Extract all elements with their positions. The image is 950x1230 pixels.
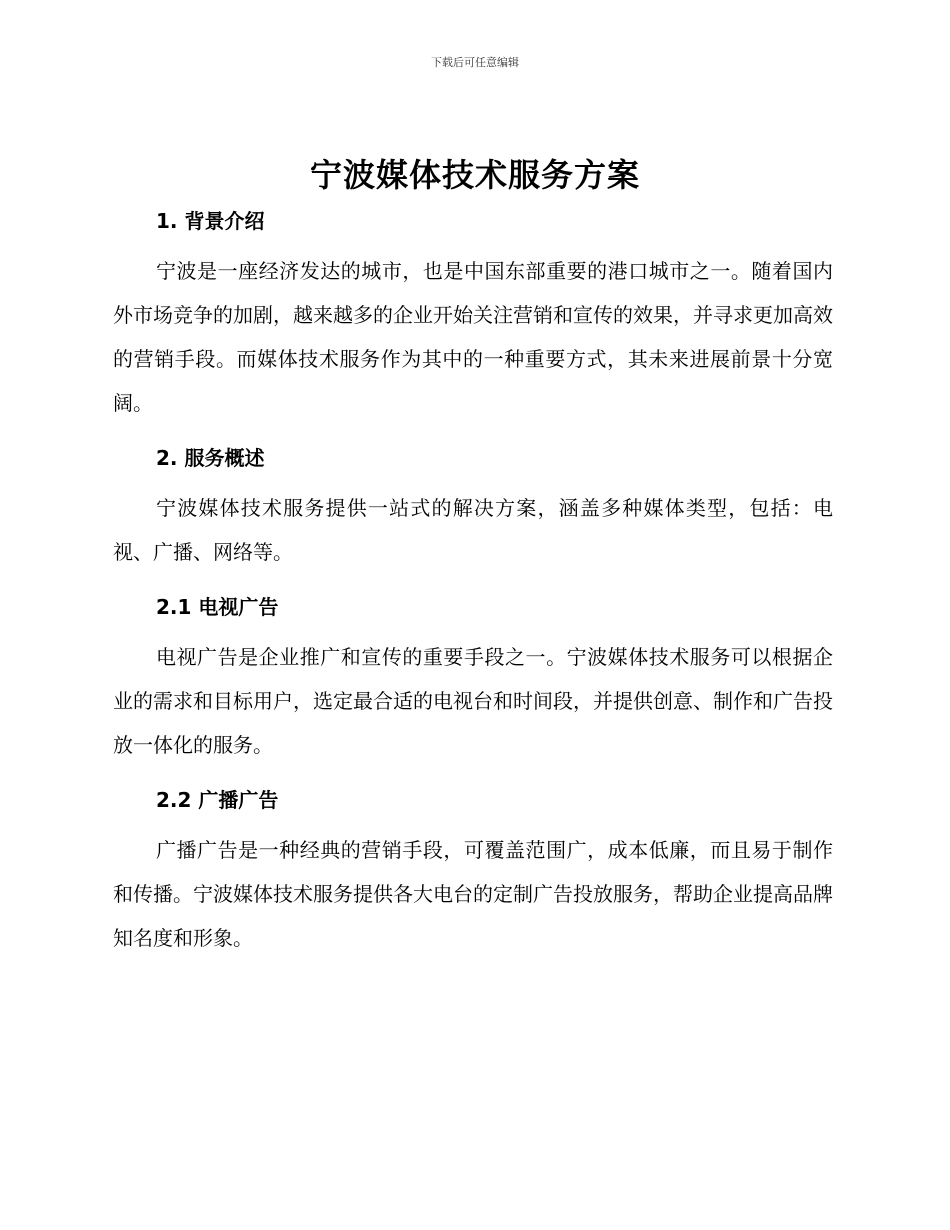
section-heading-service-overview: 2. 服务概述 <box>156 446 265 470</box>
section-paragraph-tv-ads: 电视广告是企业推广和宣传的重要手段之一。宁波媒体技术服务可以根据企业的需求和目标用户，选定最合适的电视台和时间段，并提供创意、制作和广告投放一体化的服务。 <box>113 645 833 757</box>
document-title: 宁波媒体技术服务方案 <box>309 156 640 194</box>
header-note: 下载后可任意编辑 <box>431 56 519 69</box>
section-heading-tv-ads: 2.1 电视广告 <box>156 595 279 619</box>
section-paragraph-background: 宁波是一座经济发达的城市，也是中国东部重要的港口城市之一。随着国内外市场竞争的加剧，越来越多的企业开始关注营销和宣传的效果，并寻求更加高效的营销手段。而媒体技术服务作为其中的一种重要方式，其未来进展前景十分宽阔。 <box>113 259 833 415</box>
document-body <box>113 205 833 960</box>
section-paragraph-service-overview: 宁波媒体技术服务提供一站式的解决方案，涵盖多种媒体类型，包括：电视、广播、网络等。 <box>113 496 833 564</box>
section-heading-background: 1. 背景介绍 <box>156 209 265 233</box>
section-heading-radio-ads: 2.2 广播广告 <box>156 788 279 812</box>
section-paragraph-radio-ads: 广播广告是一种经典的营销手段，可覆盖范围广，成本低廉，而且易于制作和传播。宁波媒体技术服务提供各大电台的定制广告投放服务，帮助企业提高品牌知名度和形象。 <box>113 838 833 950</box>
